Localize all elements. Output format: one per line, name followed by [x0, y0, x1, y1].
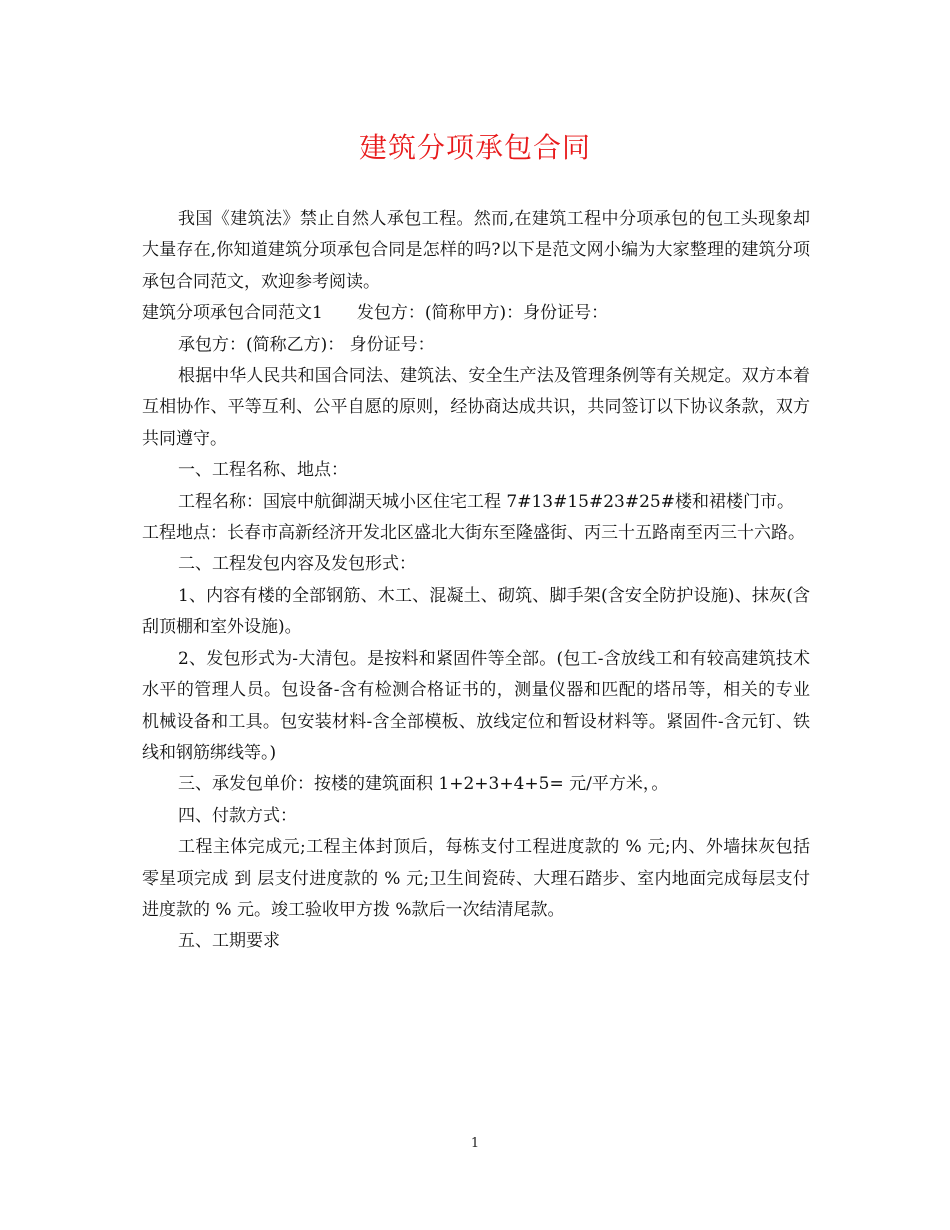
sample-heading: 建筑分项承包合同范文1	[142, 303, 323, 324]
section-heading-5: 五、工期要求	[178, 931, 280, 952]
section-heading-4: 四、付款方式：	[178, 805, 297, 826]
scope-item-2: 2、发包形式为-大清包。是按料和紧固件等全部。(包工-含放线工和有较高建筑技术水平的管理人员。包设备-含有检测合格证书的，测量仪器和匹配的塔吊等，相关的专业机械设备和工具。包安装材料-含全部模板、放线定位和暂设材料等。紧固件-含元钉、铁线和钢筋绑线等。)	[142, 648, 810, 763]
party-b-line: 承包方：(简称乙方)： 身份证号：	[178, 334, 435, 355]
scope-item-1: 1、内容有楼的全部钢筋、木工、混凝土、砌筑、脚手架(含安全防护设施)、抹灰(含刮顶棚和室外设施)。	[142, 585, 810, 638]
section-heading-2: 二、工程发包内容及发包形式：	[178, 554, 416, 575]
party-a-line: 发包方：(简称甲方)：身份证号：	[356, 303, 609, 324]
intro-paragraph: 我国《建筑法》禁止自然人承包工程。然而,在建筑工程中分项承包的包工头现象却大量存在,你知道建筑分项承包合同是怎样的吗?以下是范文网小编为大家整理的建筑分项承包合同范文，欢迎参考阅读。	[142, 209, 810, 292]
document-title: 建筑分项承包合同	[358, 131, 591, 164]
section-heading-1: 一、工程名称、地点：	[178, 460, 348, 481]
section-heading-3: 三、承发包单价：按楼的建筑面积 1+2+3+4+5= 元/平方米，。	[178, 774, 669, 795]
project-name-line: 工程名称：国宸中航御湖天城小区住宅工程 7#13#15#23#25#楼和裙楼门市。	[178, 491, 794, 512]
contract-header-line	[142, 298, 810, 329]
payment-terms-paragraph: 工程主体完成元;工程主体封顶后，每栋支付工程进度款的 % 元;内、外墙抹灰包括零星项完成 到 层支付进度款的 % 元;卫生间瓷砖、大理石踏步、室内地面完成每层支付进度款的 % 元。竣工验收甲方拨 %款后一次结清尾款。	[142, 837, 810, 920]
page-number: 1	[470, 1136, 480, 1151]
project-location-line: 工程地点：长春市高新经济开发北区盛北大街东至隆盛街、丙三十五路南至丙三十六路。	[142, 523, 805, 544]
legal-basis-paragraph: 根据中华人民共和国合同法、建筑法、安全生产法及管理条例等有关规定。双方本着互相协作、平等互利、公平自愿的原则，经协商达成共识，共同签订以下协议条款，双方共同遵守。	[142, 366, 810, 449]
document-body	[142, 204, 810, 958]
